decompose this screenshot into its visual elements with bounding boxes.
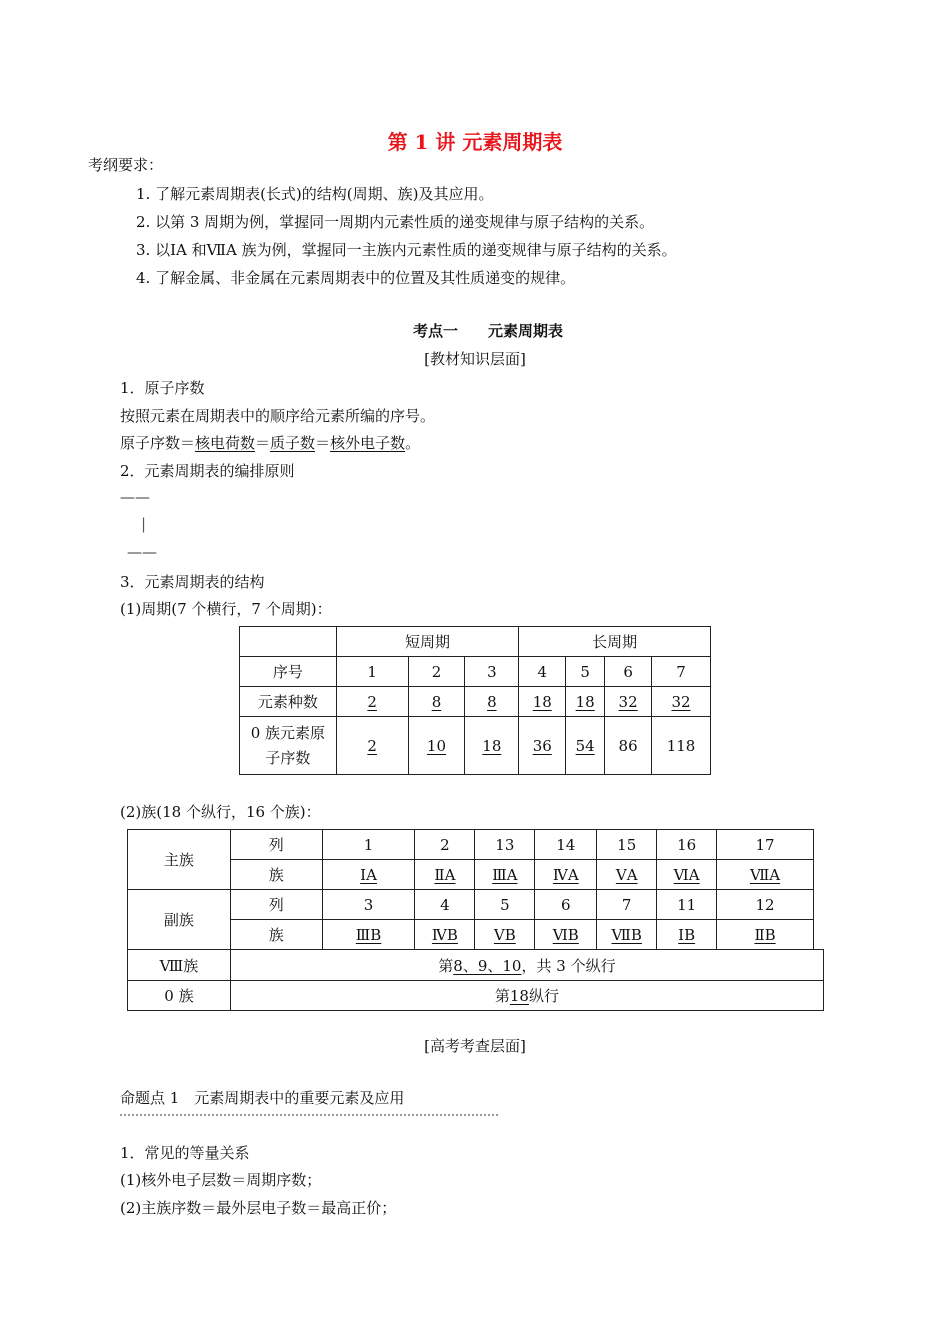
long-period-header: 长周期 <box>519 627 711 657</box>
column-number: 17 <box>717 830 814 860</box>
column-number: 2 <box>415 830 475 860</box>
group-label: 族 <box>230 920 322 950</box>
group-name: ⅣA <box>535 860 597 890</box>
row-label: 序号 <box>240 657 337 687</box>
period-number: 7 <box>652 657 711 687</box>
column-number: 7 <box>597 890 657 920</box>
col-label: 列 <box>230 830 322 860</box>
eq-blank: 核电荷数 <box>195 434 256 452</box>
eq-text: ＝ <box>315 434 331 452</box>
period-number: 2 <box>408 657 465 687</box>
eq-text: ＝ <box>255 434 271 452</box>
empty-cell <box>240 627 337 657</box>
group-name: ⅢA <box>475 860 535 890</box>
section-subheading: [高考考查层面] <box>424 1037 526 1055</box>
period-number: 4 <box>519 657 566 687</box>
row-label: 元素种数 <box>240 687 337 717</box>
group-name: ⅤA <box>597 860 657 890</box>
blank: 8、9、10 <box>453 956 522 975</box>
eq-blank: 质子数 <box>270 434 316 452</box>
paragraph: (1)核外电子层数＝周期序数； <box>120 1171 322 1189</box>
element-count: 8 <box>465 687 519 717</box>
group-table-extra <box>127 949 824 1011</box>
section-heading-b: 元素周期表 <box>488 322 564 340</box>
kaogang-item: 4. 了解金属、非金属在元素周期表中的位置及其性质递变的规律。 <box>136 269 576 287</box>
element-count: 18 <box>566 687 605 717</box>
period-number: 1 <box>336 657 408 687</box>
heading-structure: 3．元素周期表的结构 <box>120 573 265 591</box>
noble-atomic-number: 86 <box>605 717 652 775</box>
equation-line <box>120 433 420 453</box>
bar-line: | <box>141 515 147 533</box>
text: 第 <box>494 987 510 1005</box>
section-heading-a: 考点一 <box>413 322 459 340</box>
column-number: 13 <box>475 830 535 860</box>
group-name: ⅤB <box>475 920 535 950</box>
element-count: 2 <box>336 687 408 717</box>
element-count: 18 <box>519 687 566 717</box>
group-name: ⅠA <box>322 860 415 890</box>
subheading-groups: (2)族(18 个纵行，16 个族)： <box>120 803 321 821</box>
eq-text: 。 <box>405 434 421 452</box>
eq-text: 原子序数＝ <box>120 434 196 452</box>
element-count: 8 <box>408 687 465 717</box>
wavy-underline <box>120 1112 498 1116</box>
eq-blank: 核外电子数 <box>330 434 406 452</box>
dash-line: —— <box>127 543 157 561</box>
column-number: 11 <box>657 890 717 920</box>
group-name: ⅦB <box>597 920 657 950</box>
row-label-line: 0 族元素原 <box>250 723 326 742</box>
group-name: ⅣB <box>415 920 475 950</box>
column-number: 4 <box>415 890 475 920</box>
element-count: 32 <box>652 687 711 717</box>
group-name: ⅥB <box>535 920 597 950</box>
noble-atomic-number: 18 <box>465 717 519 775</box>
group-zero-label: 0 族 <box>128 981 231 1011</box>
subheading-periods: (1)周期(7 个横行，7 个周期)： <box>120 600 332 618</box>
short-period-header: 短周期 <box>336 627 519 657</box>
column-number: 12 <box>717 890 814 920</box>
kaogang-item: 1. 了解元素周期表(长式)的结构(周期、族)及其应用。 <box>136 185 494 203</box>
group-zero-value <box>230 981 823 1011</box>
paragraph: 按照元素在周期表中的顺序给元素所编的序号。 <box>120 407 436 425</box>
text: 纵行 <box>528 987 559 1005</box>
column-number: 6 <box>535 890 597 920</box>
section-subheading: [教材知识层面] <box>424 350 526 368</box>
period-number: 6 <box>605 657 652 687</box>
group-name: ⅢB <box>322 920 415 950</box>
group-name: ⅦA <box>717 860 814 890</box>
noble-atomic-number: 118 <box>652 717 711 775</box>
noble-atomic-number: 54 <box>566 717 605 775</box>
group-viii-label: Ⅷ族 <box>128 950 231 981</box>
group-name: ⅠB <box>657 920 717 950</box>
heading-principles: 2．元素周期表的编排原则 <box>120 462 295 480</box>
column-number: 16 <box>657 830 717 860</box>
group-table <box>127 829 814 950</box>
column-number: 14 <box>535 830 597 860</box>
col-label: 列 <box>230 890 322 920</box>
text: ，共 3 个纵行 <box>521 956 616 975</box>
dash-line: —— <box>120 488 150 506</box>
kaogang-item: 2. 以第 3 周期为例，掌握同一周期内元素性质的递变规律与原子结构的关系。 <box>136 213 655 231</box>
row-label <box>240 717 337 775</box>
group-viii-value <box>230 950 823 981</box>
main-group-label: 主族 <box>128 830 231 890</box>
group-name: ⅥA <box>657 860 717 890</box>
period-table <box>239 626 711 775</box>
blank: 18 <box>509 987 529 1005</box>
page-title: 第 1 讲 元素周期表 <box>387 130 563 154</box>
row-label-line: 子序数 <box>265 748 311 767</box>
noble-atomic-number: 10 <box>408 717 465 775</box>
sub-group-label: 副族 <box>128 890 231 950</box>
heading-atomic-number: 1．原子序数 <box>120 379 205 397</box>
heading-equal-relations: 1．常见的等量关系 <box>120 1144 250 1162</box>
topic-heading: 命题点 1 元素周期表中的重要元素及应用 <box>120 1089 405 1107</box>
column-number: 1 <box>322 830 415 860</box>
element-count: 32 <box>605 687 652 717</box>
noble-atomic-number: 36 <box>519 717 566 775</box>
period-number: 5 <box>566 657 605 687</box>
kaogang-item: 3. 以ⅠA 和ⅦA 族为例，掌握同一主族内元素性质的递变规律与原子结构的关系。 <box>136 241 677 259</box>
noble-atomic-number: 2 <box>336 717 408 775</box>
period-number: 3 <box>465 657 519 687</box>
column-number: 15 <box>597 830 657 860</box>
group-name: ⅡB <box>717 920 814 950</box>
column-number: 5 <box>475 890 535 920</box>
kaogang-label: 考纲要求： <box>88 156 164 174</box>
column-number: 3 <box>322 890 415 920</box>
group-name: ⅡA <box>415 860 475 890</box>
group-label: 族 <box>230 860 322 890</box>
paragraph: (2)主族序数＝最外层电子数＝最高正价； <box>120 1199 397 1217</box>
text: 第 <box>438 956 454 975</box>
